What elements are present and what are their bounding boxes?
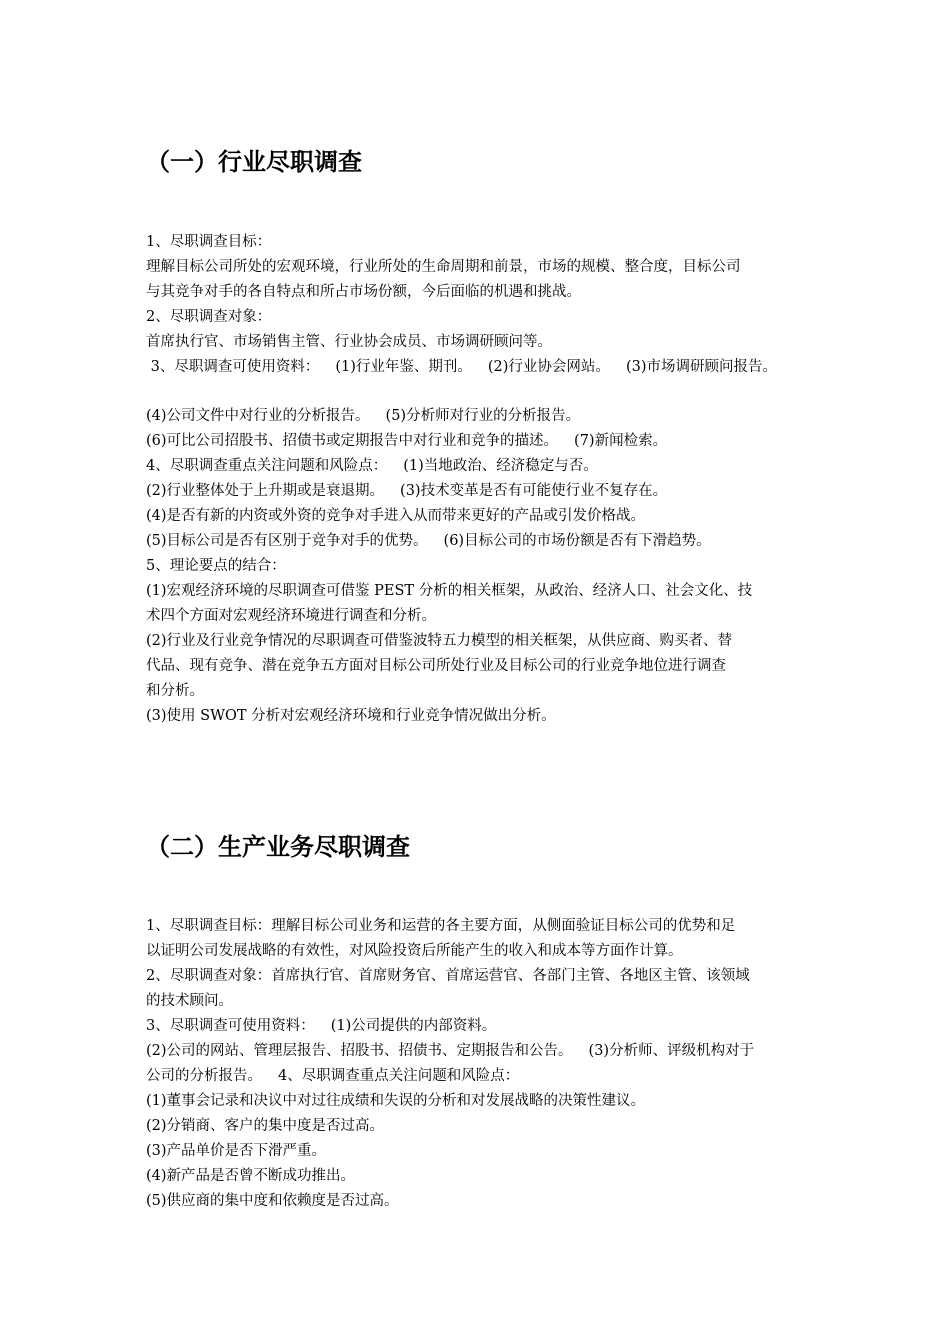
s1-risk-1: (1)当地政治、经济稳定与否。: [403, 458, 598, 474]
s1-theory-3: (3)使用 SWOT 分析对宏观经济环境和行业竞争情况做出分析。: [146, 708, 556, 724]
section1-title: （一）行业尽职调查: [146, 148, 362, 176]
s1-risk-line-1: [146, 454, 826, 478]
s1-materials-line-3: [146, 429, 826, 453]
s2-materials-line-1: [146, 1014, 826, 1038]
s2-risk-4: (4)新产品是否曾不断成功推出。: [146, 1168, 356, 1184]
s1-material-6: (6)可比公司招股书、招债书或定期报告中对行业和竞争的描述。: [146, 433, 559, 449]
s2-materials-line-2: [146, 1039, 826, 1063]
s1-risk-line-2: [146, 479, 826, 503]
s2-risk-5: (5)供应商的集中度和依赖度是否过高。: [146, 1193, 399, 1209]
s1-theory-2a: (2)行业及行业竞争情况的尽职调查可借鉴波特五力模型的相关框架，从供应商、购买者、替: [146, 633, 733, 649]
s2-materials-label: 3、尽职调查可使用资料：: [146, 1018, 315, 1034]
s2-risk-3: (3)产品单价是否下滑严重。: [146, 1143, 327, 1159]
s1-risk-6: (6)目标公司的市场份额是否有下滑趋势。: [443, 533, 711, 549]
s2-risk-2: (2)分销商、客户的集中度是否过高。: [146, 1118, 385, 1134]
s2-target-2: 以证明公司发展战略的有效性，对风险投资后所能产生的收入和成本等方面作计算。: [146, 943, 683, 959]
s1-target-text-2: 与其竞争对手的各自特点和所占市场份额，今后面临的机遇和挑战。: [146, 284, 581, 300]
s1-material-5: (5)分析师对行业的分析报告。: [385, 408, 581, 424]
s1-theory-1b: 术四个方面对宏观经济环境进行调查和分析。: [146, 608, 436, 624]
s1-material-2: (2)行业协会网站。: [487, 359, 610, 375]
s2-object-2: 的技术顾问。: [146, 993, 233, 1009]
s2-material-1: (1)公司提供的内部资料。: [330, 1018, 497, 1034]
s1-material-4: (4)公司文件中对行业的分析报告。: [146, 408, 370, 424]
s2-material-2: (2)公司的网站、管理层报告、招股书、招债书、定期报告和公告。: [146, 1043, 573, 1059]
s1-risk-4: (4)是否有新的内资或外资的竞争对手进入从而带来更好的产品或引发价格战。: [146, 508, 646, 524]
s1-risk-label: 4、尽职调查重点关注问题和风险点：: [146, 458, 388, 474]
s1-theory-2b: 代品、现有竞争、潜在竞争五方面对目标公司所处行业及目标公司的行业竞争地位进行调查: [146, 658, 726, 674]
s2-risk-label: 4、尽职调查重点关注问题和风险点：: [278, 1068, 520, 1084]
s1-material-1: (1)行业年鉴、期刊。: [335, 359, 472, 375]
s1-materials-label: 3、尽职调查可使用资料：: [150, 359, 320, 375]
s1-materials-line: [146, 355, 826, 379]
s1-risk-3: (3)技术变革是否有可能使行业不复存在。: [400, 483, 668, 499]
s2-target-1: 1、尽职调查目标：理解目标公司业务和运营的各主要方面，从侧面验证目标公司的优势和足: [146, 918, 736, 934]
s1-target-label: 1、尽职调查目标：: [146, 234, 272, 250]
s2-material-3-cont: 公司的分析报告。: [146, 1068, 262, 1084]
section2-title: （二）生产业务尽职调查: [146, 833, 410, 861]
s2-materials-line-3: [146, 1064, 826, 1088]
s2-material-3: (3)分析师、评级机构对于: [588, 1043, 755, 1059]
s1-theory-1a: (1)宏观经济环境的尽职调查可借鉴 PEST 分析的相关框架，从政治、经济人口、社会文化、技: [146, 583, 753, 599]
s1-materials-line-2: [146, 404, 826, 428]
s1-material-7: (7)新闻检索。: [574, 433, 668, 449]
s2-risk-1: (1)董事会记录和决议中对过往成绩和失误的分析和对发展战略的决策性建议。: [146, 1093, 646, 1109]
s1-target-text-1: 理解目标公司所处的宏观环境，行业所处的生命周期和前景，市场的规模、整合度，目标公司: [146, 259, 741, 275]
s1-risk-5: (5)目标公司是否有区别于竞争对手的优势。: [146, 533, 428, 549]
s1-risk-line-4: [146, 529, 826, 553]
s1-theory-label: 5、理论要点的结合：: [146, 558, 286, 574]
s1-object-label: 2、尽职调查对象：: [146, 309, 272, 325]
s1-object-text: 首席执行官、市场销售主管、行业协会成员、市场调研顾问等。: [146, 334, 552, 350]
s1-material-3: (3)市场调研顾问报告。: [625, 359, 777, 375]
s2-object-1: 2、尽职调查对象：首席执行官、首席财务官、首席运营官、各部门主管、各地区主管、该领域: [146, 968, 750, 984]
s1-risk-2: (2)行业整体处于上升期或是衰退期。: [146, 483, 385, 499]
s1-theory-2c: 和分析。: [146, 683, 204, 699]
